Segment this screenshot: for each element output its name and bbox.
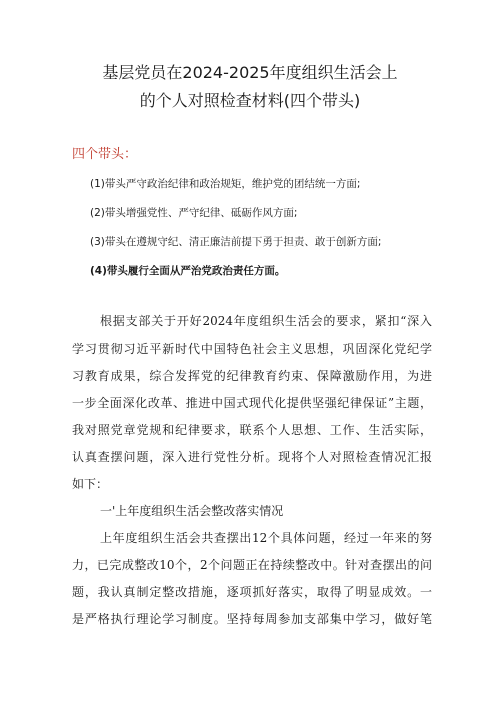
list-item: (1)带头严守政治纪律和政治规矩，维护党的团结统一方面; — [90, 178, 361, 190]
paragraph-line: 学习贯彻习近平新时代中国特色社会主义思想，巩固深化党纪学 — [72, 342, 432, 356]
paragraph-line: 是严格执行理论学习制度。坚持每周参加支部集中学习，做好笔 — [72, 612, 432, 626]
paragraph-line: 我对照党章党规和纪律要求，联系个人思想、工作、生活实际， — [72, 423, 432, 437]
paragraph-line: 一步全面深化改革、推进中国式现代化提供坚强纪律保证”主题， — [72, 396, 432, 410]
paragraph-line: 题，我认真制定整改措施，逐项抓好落实，取得了明显成效。一 — [72, 585, 432, 599]
subheading: 一'上年度组织生活会整改落实情况 — [100, 504, 284, 518]
paragraph-line: 上年度组织生活会共查摆出12个具体问题，经过一年来的努 — [100, 531, 432, 545]
paragraph-line: 根据支部关于开好2024年度组织生活会的要求，紧扣“深入 — [100, 314, 432, 328]
paragraph-line: 如下： — [72, 477, 109, 491]
document-title-line-1: 基层党员在2024-2025年度组织生活会上 — [102, 63, 398, 82]
paragraph-line: 力，已完成整改10个，2个问题正在持续整改中。针对查摆出的问 — [72, 558, 432, 572]
list-item: (4)带头履行全面从严治党政治责任方面。 — [90, 265, 286, 277]
section-heading: 四个带头： — [72, 147, 138, 162]
list-item: (3)带头在遵规守纪、清正廉洁前提下勇于担责、敢于创新方面; — [90, 236, 382, 248]
list-item: (2)带头增强党性、严守纪律、砥砺作风方面; — [90, 207, 298, 219]
paragraph-line: 习教育成果，综合发挥党的纪律教育约束、保障激励作用，为进 — [72, 369, 432, 383]
paragraph-line: 认真查摆问题，深入进行党性分析。现将个人对照检查情况汇报 — [72, 450, 432, 464]
document-title-line-2: 的个人对照检查材料(四个带头) — [139, 91, 361, 110]
